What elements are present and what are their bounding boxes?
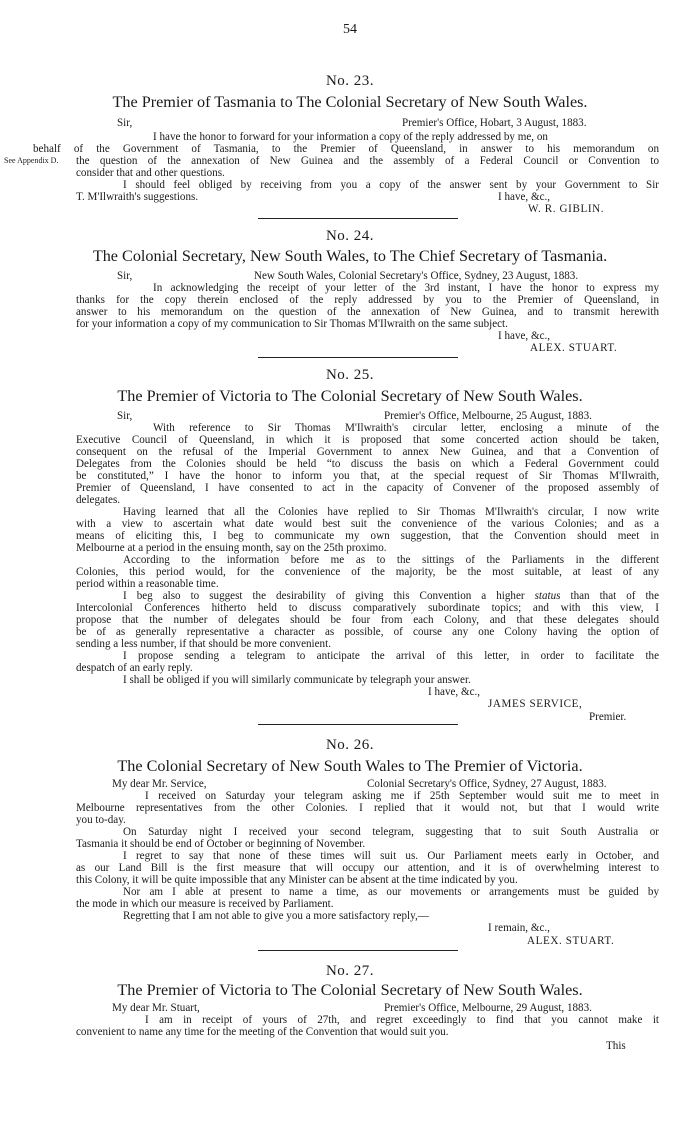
closing-phrase: I have, &c., — [498, 191, 551, 203]
body-text-line: propose that the number of delegates should be four from each Colony, and that these delegates should — [76, 614, 659, 626]
section-divider — [258, 357, 458, 358]
letter-heading: The Premier of Tasmania to The Colonial Secretary of New South Wales. — [112, 93, 588, 111]
section-divider — [258, 724, 458, 725]
body-text-line: Melbourne at a period in the ensuing month, say on the 25th proximo. — [76, 542, 387, 554]
body-text-line: despatch of an early reply. — [76, 662, 193, 674]
margin-note: See Appendix D. — [4, 156, 59, 165]
body-text-line: According to the information before me as to the sittings of the Parliaments in the different — [123, 554, 659, 566]
signature-title: Premier. — [589, 711, 627, 723]
sender-address: Premier's Office, Hobart, 3 August, 1883. — [402, 117, 587, 129]
sender-address: Premier's Office, Melbourne, 29 August, 1883. — [384, 1002, 592, 1014]
body-text-line: Melbourne representatives from the other Colonies. I replied that it would not, but that I would write — [76, 802, 659, 814]
body-text-line: consider that and other questions. — [76, 167, 225, 179]
signature: ALEX. STUART. — [527, 935, 615, 947]
body-text-line: Colonies, this period would, for the convenience of the majority, be the most suitable, at least of any — [76, 566, 659, 578]
body-text-line: with a view to ascertain what date would best suit the convenience of the various Colonies; and as a — [76, 518, 659, 530]
body-text-line: means of eliciting this, I beg to communicate my own suggestion, that the Convention should meet in — [76, 530, 659, 542]
salutation: Sir, — [117, 117, 133, 129]
closing-phrase: I remain, &c., — [488, 922, 550, 934]
letter-number: No. 23. — [325, 73, 375, 89]
salutation: Sir, — [117, 410, 133, 422]
closing-phrase: I have, &c., — [428, 686, 481, 698]
body-text-line: I beg also to suggest the desirability of giving this Convention a higher status than that of the — [123, 590, 659, 602]
body-text-line: I propose sending a telegram to anticipate the arrival of this letter, in order to facilitate the — [123, 650, 659, 662]
body-text-line: I am in receipt of yours of 27th, and regret exceedingly to find that you cannot make it — [145, 1014, 659, 1026]
body-text-line: delegates. — [76, 494, 121, 506]
body-text-line: I received on Saturday your telegram asking me if 25th September would suit me to meet in — [145, 790, 659, 802]
salutation: My dear Mr. Stuart, — [112, 1002, 200, 1014]
body-text-line: I shall be obliged if you will similarly communicate by telegraph your answer. — [123, 674, 471, 686]
section-divider — [258, 950, 458, 951]
body-text-line: this Colony, it will be quite impossible that any Minister can be absent at the time indicated by you. — [76, 874, 518, 886]
body-text-line: I regret to say that none of these times will suit us. Our Parliament meets early in October, and — [123, 850, 659, 862]
body-text-line: for your information a copy of my communication to Sir Thomas M'Ilwraith on the same subject. — [76, 318, 508, 330]
body-text-line: the mode in which our measure is received by Parliament. — [76, 898, 334, 910]
catchword: This — [606, 1040, 626, 1052]
body-text-line: I should feel obliged by receiving from you a copy of the answer sent by your Government to Sir — [123, 179, 659, 191]
body-text-line: In acknowledging the receipt of your letter of the 3rd instant, I have the honor to express my — [153, 282, 659, 294]
body-text-line: period within a reasonable time. — [76, 578, 219, 590]
signature: ALEX. STUART. — [530, 342, 618, 354]
letter-number: No. 26. — [325, 737, 375, 753]
body-text-line: Delegates from the Colonies should be held “to discuss the basis on which a Federal Government could — [76, 458, 659, 470]
signature: JAMES SERVICE, — [488, 698, 583, 710]
page-number: 54 — [343, 22, 357, 37]
body-text-line: behalf of the Government of Tasmania, to the Premier of Queensland, in answer to his memorandum on — [33, 143, 659, 155]
body-text-line: With reference to Sir Thomas M'Ilwraith's circular letter, enclosing a minute of the — [153, 422, 659, 434]
body-text-line: convenient to name any time for the meeting of the Convention that would suit you. — [76, 1026, 449, 1038]
body-text-line: Tasmania it should be end of October or beginning of November. — [76, 838, 366, 850]
body-text-line: Nor am I able at present to name a time, as our movements or arrangements must be guided by — [123, 886, 659, 898]
salutation: Sir, — [117, 270, 133, 282]
signature: W. R. GIBLIN. — [528, 203, 605, 215]
section-divider — [258, 218, 458, 219]
letter-number: No. 24. — [325, 228, 375, 244]
body-text-line: answer to his memorandum on the question of the annexation of New Guinea, and to transmit herewith — [76, 306, 659, 318]
body-text-line: you to-day. — [76, 814, 126, 826]
sender-address: Premier's Office, Melbourne, 25 August, 1883. — [384, 410, 592, 422]
body-text-line: Having learned that all the Colonies have replied to Sir Thomas M'Ilwraith's circular, I now write — [123, 506, 659, 518]
body-text-line: T. M'Ilwraith's suggestions. — [76, 191, 199, 203]
body-text-line: consequent on the refusal of the Imperial Government to annex New Guinea, and that a Convention of — [76, 446, 659, 458]
letter-heading: The Premier of Victoria to The Colonial Secretary of New South Wales. — [117, 387, 583, 405]
body-text-line: be of as generally representative a character as possible, of course any one Colony having the option of — [76, 626, 659, 638]
sender-address: Colonial Secretary's Office, Sydney, 27 August, 1883. — [367, 778, 607, 790]
body-text-line: thanks for the copy therein enclosed of the reply addressed by you to the Premier of Queensland, in — [76, 294, 659, 306]
body-text-line: as our Land Bill is the first measure that will occupy our attention, and it is of overwhelming interest to — [76, 862, 659, 874]
letter-number: No. 25. — [325, 367, 375, 383]
body-text-line: Premier of Queensland, I have consented to act in the capacity of Convener of the proposed assembly of — [76, 482, 659, 494]
letter-number: No. 27. — [325, 963, 375, 979]
letter-heading: The Colonial Secretary, New South Wales, to The Chief Secretary of Tasmania. — [92, 247, 608, 265]
body-text-line: Regretting that I am not able to give you a more satisfactory reply,— — [123, 910, 429, 922]
body-text-line: Intercolonial Conferences hitherto held to discuss comparatively subordinate topics; and with this view, I — [76, 602, 659, 614]
letter-heading: The Colonial Secretary of New South Wales to The Premier of Victoria. — [117, 757, 583, 775]
letter-heading: The Premier of Victoria to The Colonial Secretary of New South Wales. — [117, 981, 583, 999]
body-text-line: the question of the annexation of New Guinea and the assembly of a Federal Council or Convention to — [76, 155, 659, 167]
closing-phrase: I have, &c., — [498, 330, 551, 342]
body-text-line: sending a less number, if that should be more convenient. — [76, 638, 331, 650]
body-text-line: be constituted,” I have the honor to inform you that, at the special request of Sir Thomas M'Ilwraith, — [76, 470, 659, 482]
body-text-line: Executive Council of Queensland, in which it is proposed that some concerted action should be taken, — [76, 434, 659, 446]
sender-address: New South Wales, Colonial Secretary's Office, Sydney, 23 August, 1883. — [254, 270, 579, 282]
body-text-line: On Saturday night I received your second telegram, suggesting that to suit South Australia or — [123, 826, 659, 838]
salutation: My dear Mr. Service, — [112, 778, 207, 790]
body-text-line: I have the honor to forward for your information a copy of the reply addressed by me, on — [153, 131, 548, 143]
